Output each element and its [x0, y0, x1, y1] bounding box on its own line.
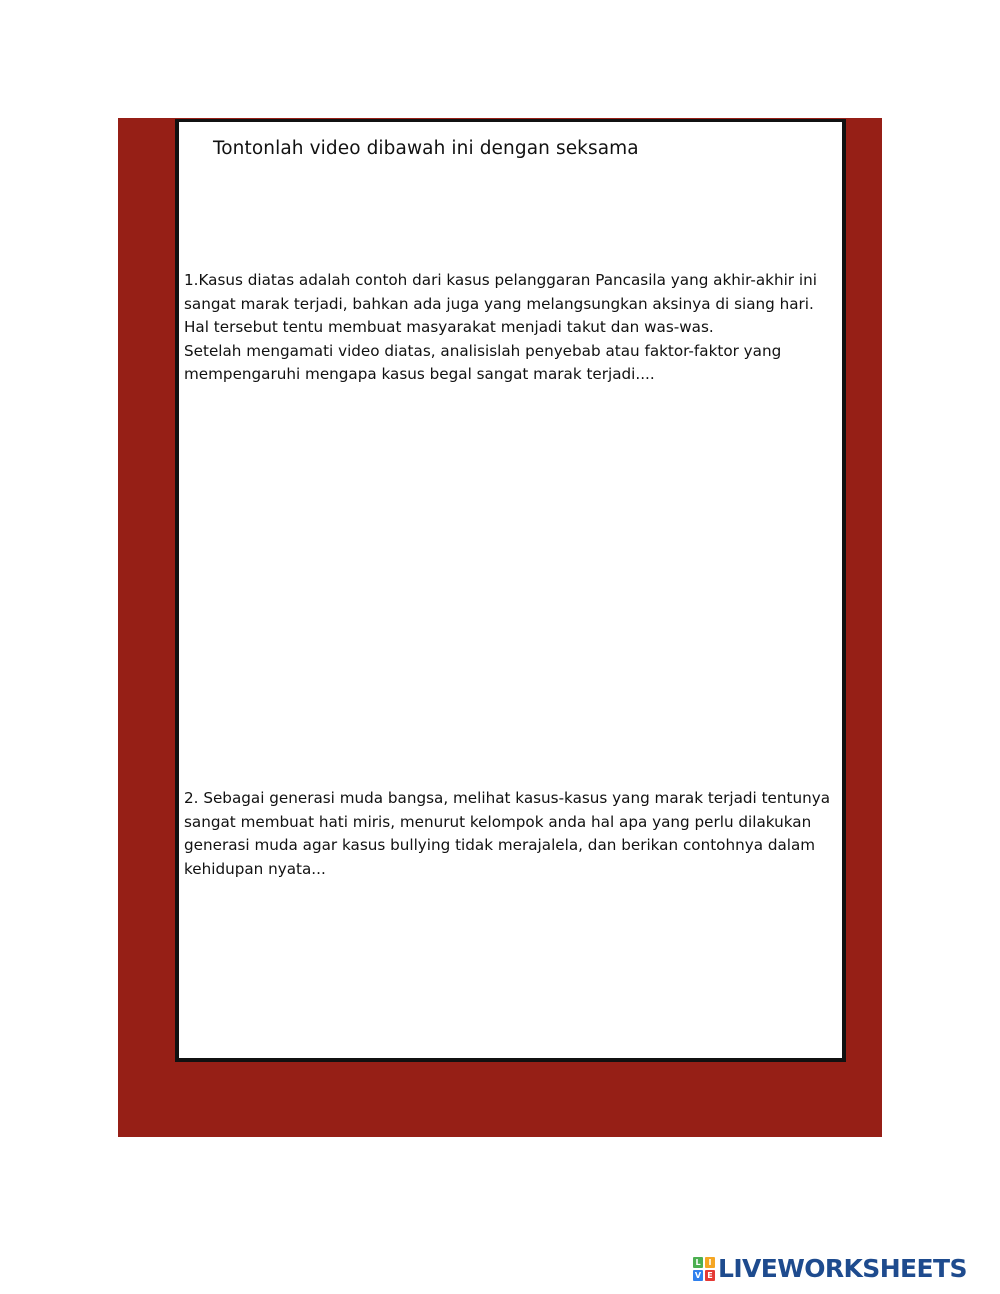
question-2-line: kehidupan nyata... [184, 859, 326, 878]
question-2-line: sangat membuat hati miris, menurut kelompok anda hal apa yang perlu dilakukan [184, 812, 812, 831]
question-1-line: Setelah mengamati video diatas, analisislah penyebab atau faktor-faktor yang [184, 341, 782, 360]
liveworksheets-logo-icon [693, 1257, 715, 1281]
question-2-line: generasi muda agar kasus bullying tidak merajalela, dan berikan contohnya dalam [184, 836, 816, 854]
logo-letter-v: V [694, 1271, 702, 1280]
instruction-text: Tontonlah video dibawah ini dengan seksama [213, 138, 639, 159]
question-1-line: 1.Kasus diatas adalah contoh dari kasus pelanggaran Pancasila yang akhir-akhir ini [184, 271, 817, 289]
question-1 [184, 269, 834, 387]
question-1-line: mempengaruhi mengapa kasus begal sangat marak terjadi.... [184, 365, 655, 383]
logo-letter-e: E [705, 1270, 715, 1281]
logo-letter-l: L [693, 1257, 703, 1268]
question-2 [184, 787, 834, 881]
question-1-line: Hal tersebut tentu membuat masyarakat menjadi takut dan was-was. [184, 318, 714, 336]
question-1-line: sangat marak terjadi, bahkan ada juga yang melangsungkan aksinya di siang hari. [184, 294, 814, 313]
question-2-line: 2. Sebagai generasi muda bangsa, melihat kasus-kasus yang marak terjadi tentunya [184, 789, 831, 807]
liveworksheets-logo[interactable] [693, 1256, 967, 1282]
liveworksheets-logo-text: LIVEWORKSHEETS [718, 1254, 967, 1283]
worksheet-panel [175, 119, 846, 1062]
logo-letter-i: I [705, 1257, 715, 1268]
